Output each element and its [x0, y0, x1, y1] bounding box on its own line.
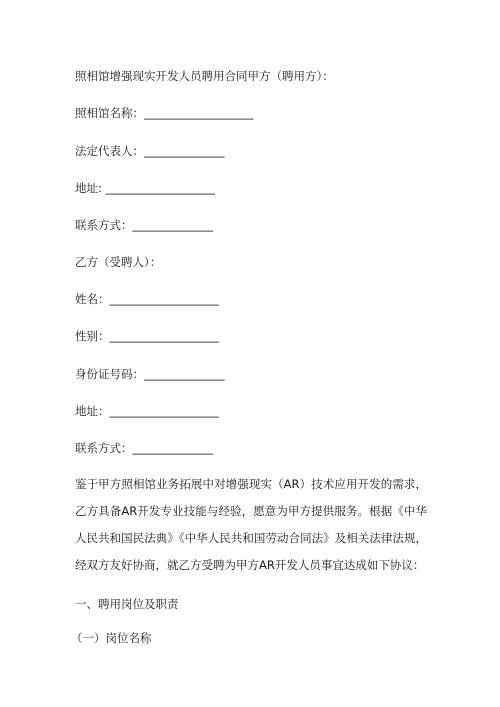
preamble-paragraph: 鉴于甲方照相馆业务拓展中对增强现实（AR）技术应用开发的需求，乙方具备AR开发专业技能与经验，愿意为甲方提供服务。根据《中华人民共和国民法典》《中华人民共和国劳动合同法》及相关法律法规，经双方友好协商，就乙方受聘为甲方AR开发人员事宜达成如下协议： — [75, 477, 427, 572]
legal-representative-field: 法定代表人：______________ — [75, 144, 225, 158]
party-a-contact-field: 联系方式：______________ — [75, 218, 213, 232]
party-a-address-field: 地址: ___________________ — [75, 181, 215, 195]
id-number-field: 身份证号码：______________ — [75, 367, 225, 381]
party-a-heading: 照相馆增强现实开发人员聘用合同甲方（聘用方）： — [75, 69, 334, 83]
subsection-1-heading: （一）岗位名称 — [71, 631, 152, 645]
studio-name-field: 照相馆名称：___________________ — [75, 106, 254, 120]
party-b-heading: 乙方（受聘人）： — [75, 255, 162, 269]
party-b-contact-field: 联系方式：______________ — [75, 441, 213, 455]
name-field: 姓名：___________________ — [75, 292, 219, 306]
party-b-address-field: 地址：___________________ — [75, 404, 219, 418]
gender-field: 性别：___________________ — [75, 329, 219, 343]
section-1-heading: 一、聘用岗位及职责 — [75, 597, 179, 611]
